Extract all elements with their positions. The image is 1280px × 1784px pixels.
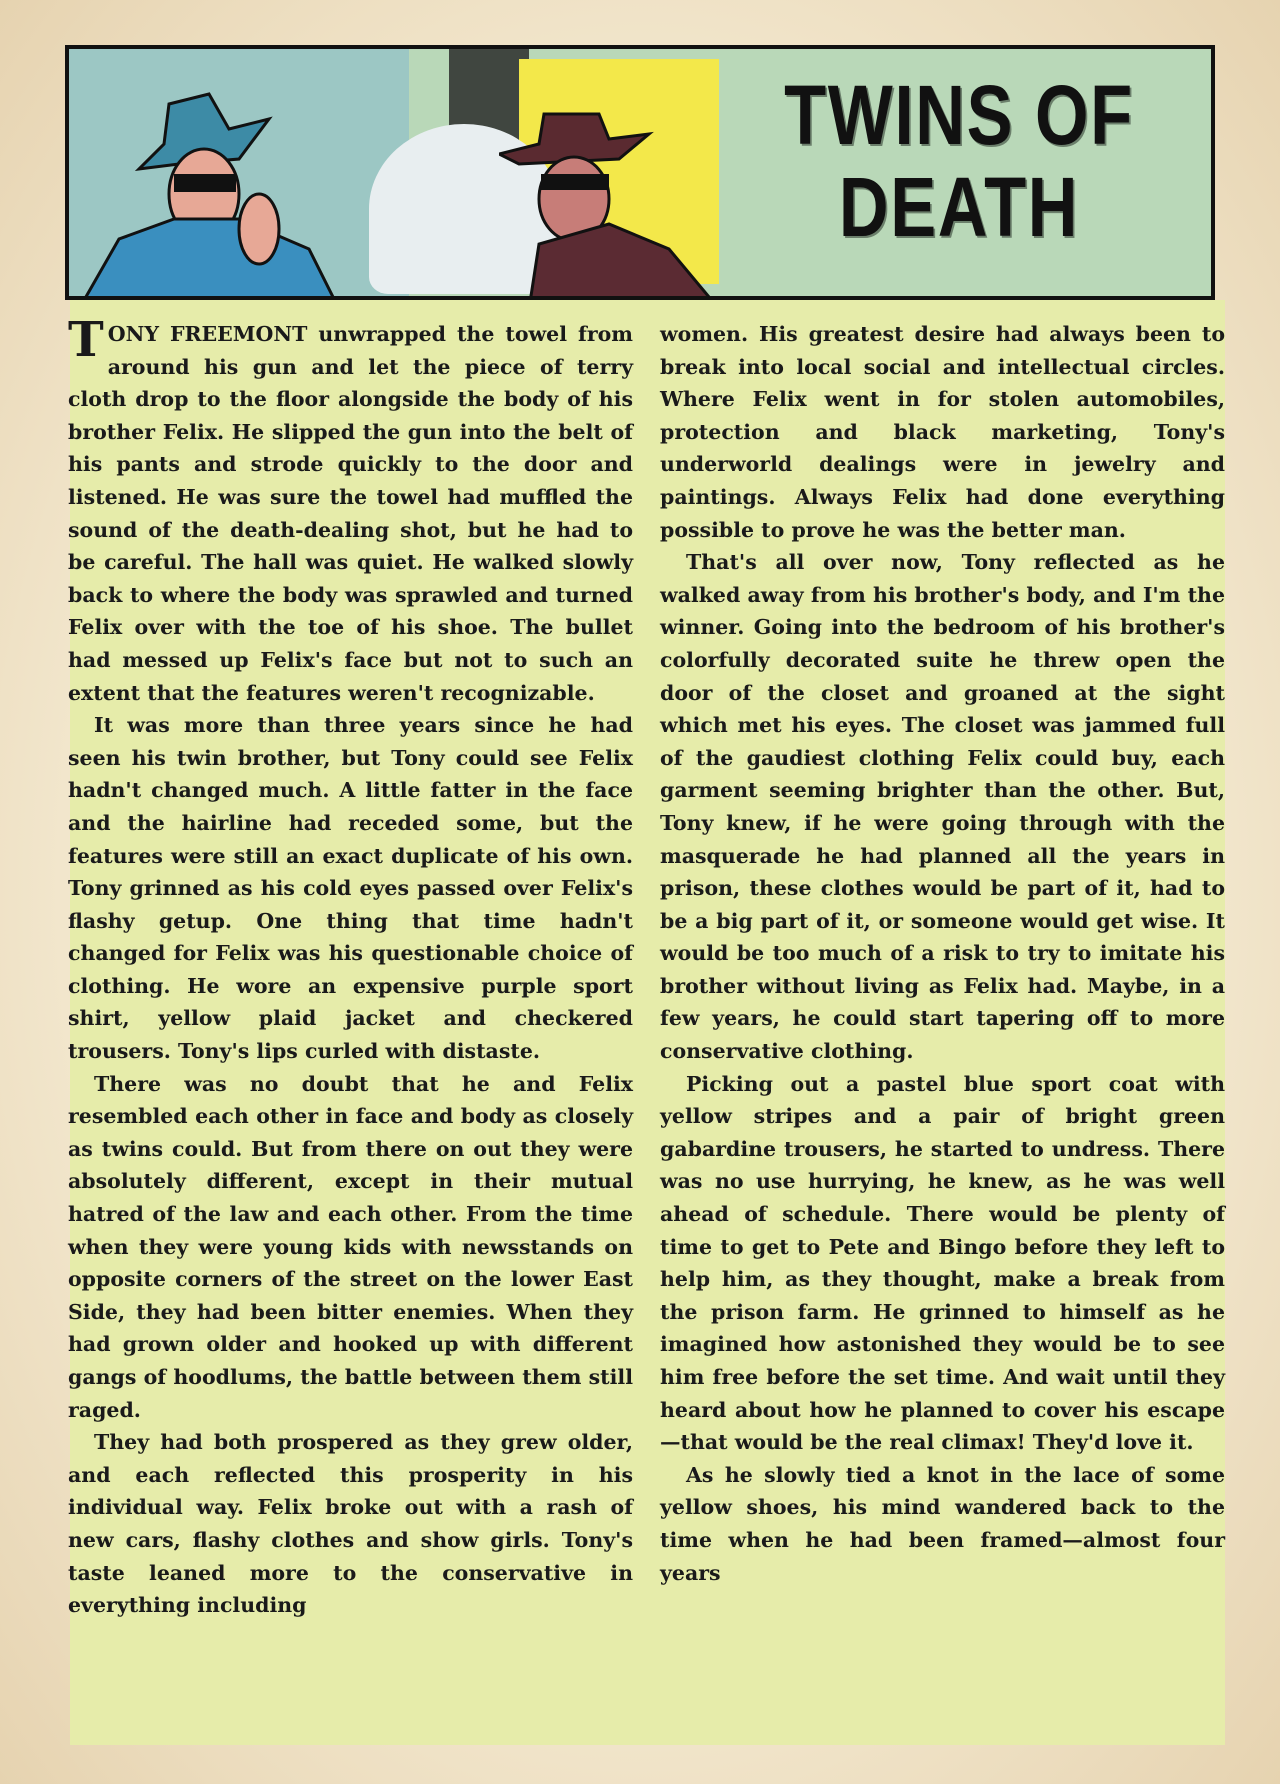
paragraph: Picking out a pastel blue sport coat with yellow stripes and a pair of bright green gabardine trousers, he started to undress. There was no use hurrying, he knew, as he was well ahead of schedule. There would be plenty of time to get to Pete and Bingo before they left to help him, as they thought, make a break from the prison farm. He grinned to himself as he imagined how astonished they would be to see him free before the set time. And wait until they heard about how he planned to cover his escape—that would be the real climax! They'd love it.: [660, 1071, 1225, 1455]
paragraph: It was more than three years since he had seen his twin brother, but Tony could see Felix hadn't changed much. A little fatter in the face and the hairline had receded some, but the features were still an exact duplicate of his own. Tony grinned as his cold eyes passed over Felix's flashy getup. One thing that time hadn't changed for Felix was his questionable choice of clothing. He wore an expensive purple sport shirt, yellow plaid jacket and checkered trousers. Tony's lips curled with distaste.: [68, 713, 633, 1064]
paragraph-text: ONY FREEMONT unwrapped the towel from around his gun and let the piece of terry cloth drop to the floor alongside the body of his brother Felix. He slipped the gun into the belt of his pants and strode quickly to the door and listened. He was sure the towel had muffled the sound of the death-dealing shot, but he had to be careful. The hall was quiet. He walked slowly back to where the body was sprawled and turned Felix over with the toe of his shoe. The bullet had messed up Felix's face but not to such an extent that the features weren't recognizable.: [68, 322, 633, 705]
paragraph: There was no doubt that he and Felix resembled each other in face and body as closely as twins could. But from there on out they were absolutely different, except in their mutual hatred of the law and each other. From the time when they were young kids with newsstands on opposite corners of the street on the lower East Side, they had been bitter enemies. When they had grown older and hooked up with different gangs of hoodlums, the battle between them still raged.: [68, 1071, 633, 1422]
title-line-1: TWINS OF: [784, 68, 1134, 162]
paragraph: [68, 312, 633, 709]
title-panel-illustration: [65, 45, 1215, 300]
title-line-2: DEATH: [838, 160, 1080, 254]
paragraph: As he slowly tied a knot in the lace of some yellow shoes, his mind wandered back to the time when he had been framed—almost four years: [660, 1462, 1225, 1585]
gunman-blue-coat-figure: [79, 89, 409, 300]
paragraph: women. His greatest desire had always been to break into local social and intellectual circles. Where Felix went in for stolen automobiles, protection and black marketing, Tony's underworld dealings were in jewelry and paintings. Always Felix had done everything possible to prove he was the better man.: [660, 322, 1225, 542]
story-column-right: [660, 318, 1225, 1589]
paragraph: They had both prospered as they grew older, and each reflected this prosperity in his individual way. Felix broke out with a rash of new cars, flashy clothes and show girls. Tony's taste leaned more to the conservative in everything including: [68, 1430, 633, 1618]
drop-cap: T: [68, 312, 104, 368]
paragraph: That's all over now, Tony reflected as he walked away from his brother's body, and I'm the winner. Going into the bedroom of his brother's colorfully decorated suite he threw open the door of the closet and groaned at the sight which met his eyes. The closet was jammed full of the gaudiest clothing Felix could buy, each garment seeming brighter than the other. But, Tony knew, if he were going through with the masquerade he had planned all the years in prison, these clothes would be part of it, had to be a big part of it, or someone would get wise. It would be too much of a risk to try to imitate his brother without living as Felix had. Maybe, in a few years, he could start tapering off to more conservative clothing.: [660, 550, 1225, 1064]
story-title: [770, 69, 1147, 253]
story-column-left: [68, 312, 633, 1622]
